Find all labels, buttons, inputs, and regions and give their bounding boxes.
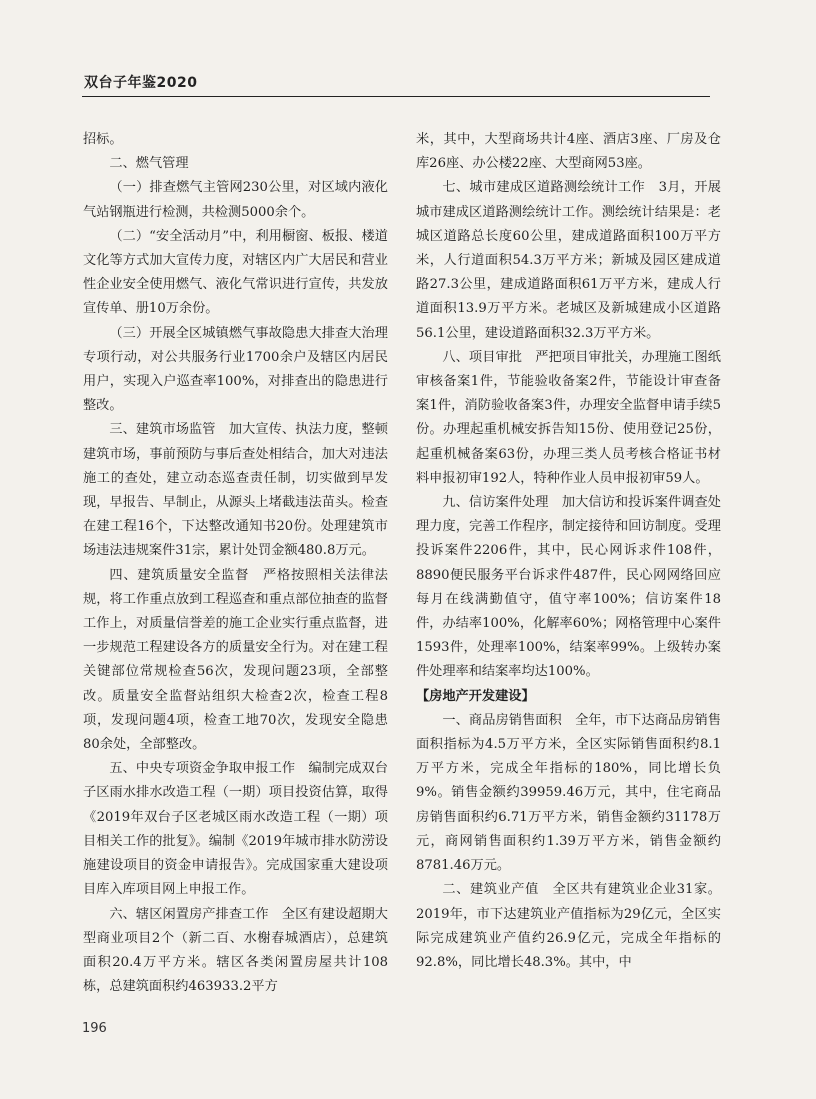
paragraph: 六、辖区闲置房产排查工作 全区有建设超期大型商业项目2个（新二百、水榭春城酒店），总建筑面积20.4万平方米。辖区各类闲置房屋共计108栋，总建筑面积约463933.2平方 xyxy=(83,906,388,995)
paragraph: 八、项目审批 严把项目审批关，办理施工图纸审核备案1件，节能验收备案2件，节能设计审查备案1件，消防验收备案3件，办理安全监督申请手续5份。办理起重机械安拆告知15份、使用登记25份，起重机械备案63份，办理三类人员考核合格证书材料申报初审192人，特种作业人员申报初审59人。 xyxy=(416,349,721,486)
paragraph: 一、商品房销售面积 全年，市下达商品房销售面积指标为4.5万平方米，全区实际销售面积约8.1万平方米，完成全年指标的180%，同比增长负9%。销售金额约39959.46万元，其中，住宅商品房销售面积约6.71万平方米，销售金额约31178万元，商网销售面积约1.39万平方米，销售金额约8781.46万元。 xyxy=(416,712,721,874)
paragraph: 二、建筑业产值 全区共有建筑业企业31家。2019年，市下达建筑业产值指标为29亿元，全区实际完成建筑业产值约26.9亿元，完成全年指标的92.8%，同比增长48.3%。其中，中 xyxy=(416,882,721,970)
yearbook-title: 双台子年鉴2020 xyxy=(84,75,198,91)
paragraph: 五、中央专项资金争取申报工作 编制完成双台子区雨水排水改造工程（一期）项目投资估算，取得《2019年双台子区老城区雨水改造工程（一期）项目相关工作的批复》。编制《2019年城市排水防涝设施建设项目的资金申请报告》。完成国家重大建设项目库入库项目网上申报工作。 xyxy=(83,761,388,898)
paragraph: （三）开展全区城镇燃气事故隐患大排查大治理专项行动，对公共服务行业1700余户及辖区内居民用户，实现入户巡查率100%，对排查出的隐患进行整改。 xyxy=(83,325,388,414)
paragraph: （二）“安全活动月”中，利用橱窗、板报、楼道文化等方式加大宣传力度，对辖区内广大居民和营业性企业安全使用燃气、液化气常识进行宣传，共发放宣传单、册10万余份。 xyxy=(83,228,388,317)
paragraph: 七、城市建成区道路测绘统计工作 3月，开展城市建成区道路测绘统计工作。测绘统计结果是：老城区道路总长度60公里，建成道路面积100万平方米，人行道面积54.3万平方米；新城及园区建成道路27.3公里，建成道路面积61万平方米，建成人行道面积13.9万平方米。老城区及新城建成小区道路56.1公里，建设道路面积32.3万平方米。 xyxy=(416,180,721,341)
paragraph: 三、建筑市场监管 加大宣传、执法力度，整顿建筑市场，事前预防与事后查处相结合，加大对违法施工的查处，建立动态巡查责任制，切实做到早发现，早报告、早制止，从源头上堵截违法苗头。检查在建工程16个，下达整改通知书20份。处理建筑市场违法违规案件31宗，累计处罚金额480.8万元。 xyxy=(83,422,388,559)
paragraph: （一）排查燃气主管网230公里，对区域内液化气站钢瓶进行检测，共检测5000余个。 xyxy=(83,180,388,220)
section-heading: 【房地产开发建设】 xyxy=(416,688,535,704)
paragraph: 四、建筑质量安全监督 严格按照相关法律法规，将工作重点放到工程巡查和重点部位抽查的监督工作上，对质量信誉差的施工企业实行重点监督，进一步规范工程建设各方的质量安全行为。对在建工程关键部位常规检查56次，发现问题23项，全部整改。质量安全监督站组织大检查2次，检查工程8项，发现问题4项，检查工地70次，发现安全隐患80余处，全部整改。 xyxy=(83,567,388,753)
paragraph: 九、信访案件处理 加大信访和投诉案件调查处理力度，完善工作程序，制定接待和回访制度。受理投诉案件2206件，其中，民心网诉求件108件，8890便民服务平台诉求件487件，民心网网络回应每月在线满勤值守，值守率100%；信访案件18件，办结率100%，化解率60%；网格管理中心案件1593件，处理率100%，结案率99%。上级转办案件处理率和结案率均达100%。 xyxy=(416,495,721,680)
running-header xyxy=(82,66,710,97)
paragraph: 招标。 xyxy=(83,132,123,147)
right-column xyxy=(416,128,721,975)
paragraph: 米，其中，大型商场共计4座、酒店3座、厂房及仓库26座、办公楼22座、大型商网53座。 xyxy=(416,132,721,172)
paragraph: 二、燃气管理 xyxy=(109,156,189,172)
page-number: 196 xyxy=(82,1021,107,1036)
left-column xyxy=(83,128,388,999)
